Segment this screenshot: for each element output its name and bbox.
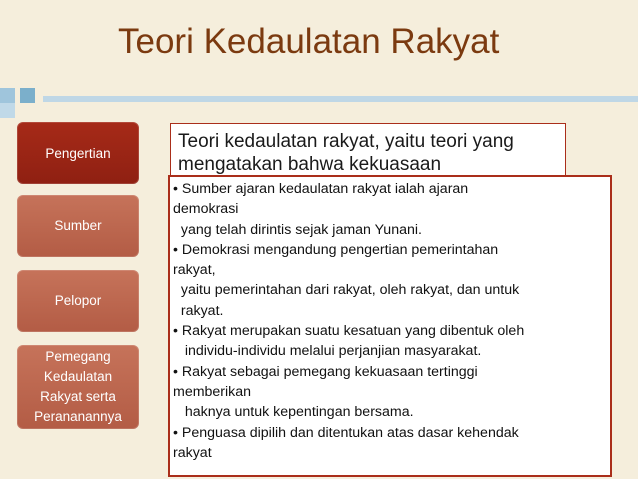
detail-line: yaitu pemerintahan dari rakyat, oleh rakyat, dan untuk	[173, 282, 520, 299]
detail-line: • Rakyat merupakan suatu kesatuan yang dibentuk oleh	[173, 323, 525, 340]
detail-line: individu-individu melalui perjanjian masyarakat.	[173, 343, 482, 360]
detail-line: rakyat.	[173, 302, 224, 319]
title-rule-bar	[43, 96, 638, 102]
detail-line: demokrasi	[173, 201, 239, 218]
detail-line: • Rakyat sebagai pemegang kekuasaan tertinggi	[173, 363, 478, 380]
definition-text: Teori kedaulatan rakyat, yaitu teori yang mengatakan bahwa kekuasaan	[178, 131, 514, 175]
tab-sumber-label: Sumber	[54, 218, 102, 233]
tab-pelopor[interactable]	[17, 270, 139, 332]
tab-pemegang-kedaulatan[interactable]	[17, 345, 139, 429]
rule-square-1	[0, 88, 15, 103]
detail-line: • Demokrasi mengandung pengertian pemerintahan	[173, 241, 499, 258]
detail-line: • Sumber ajaran kedaulatan rakyat ialah ajaran	[173, 181, 469, 197]
tab-sumber[interactable]	[17, 195, 139, 257]
tab-pemegang-line-2: Kedaulatan	[43, 369, 113, 384]
tab-pelopor-label: Pelopor	[54, 293, 102, 308]
definition-box	[170, 123, 566, 177]
tab-pengertian[interactable]	[17, 122, 139, 184]
tab-pemegang-line-3: Rakyat serta	[40, 389, 116, 404]
tab-pengertian-label: Pengertian	[45, 145, 111, 161]
tab-pemegang-line-1: Pemegang	[45, 349, 111, 364]
detail-line: memberikan	[173, 383, 252, 400]
detail-text	[173, 179, 613, 463]
detail-line: • Penguasa dipilih dan ditentukan atas dasar kehendak	[173, 424, 519, 441]
detail-line: haknya untuk kepentingan bersama.	[173, 404, 414, 421]
detail-line: rakyat	[173, 444, 212, 461]
slide-title: Teori Kedaulatan Rakyat	[118, 22, 500, 61]
rule-square-2	[20, 88, 35, 103]
detail-line: yang telah dirintis sejak jaman Yunani.	[173, 221, 422, 238]
detail-line: rakyat,	[173, 262, 216, 279]
tab-pemegang-line-4: Perananannya	[34, 409, 122, 424]
rule-square-3	[0, 103, 15, 118]
